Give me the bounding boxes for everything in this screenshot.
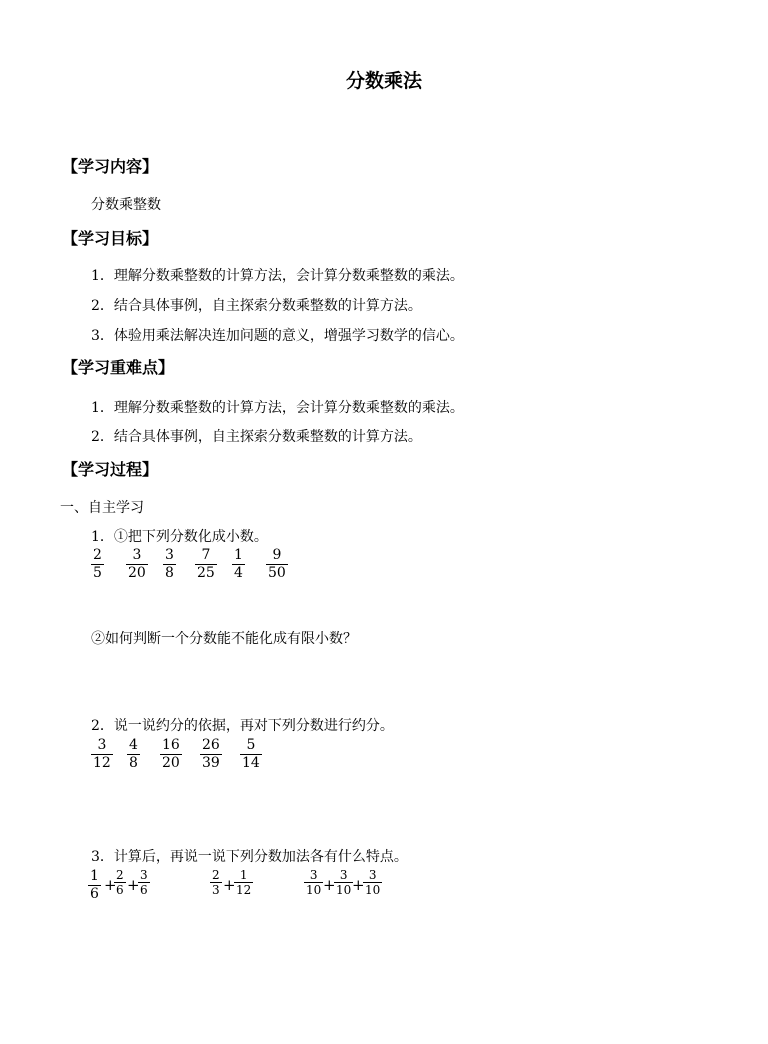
plus-sign: + xyxy=(223,876,236,894)
fraction: 7 25 xyxy=(197,547,215,581)
fraction: 3 20 xyxy=(128,547,146,581)
q2-label: 2．说一说约分的依据，再对下列分数进行约分。 xyxy=(91,718,394,734)
content-text: 分数乘整数 xyxy=(91,197,161,213)
fraction: 1 12 xyxy=(236,868,252,897)
process-subheading: 一、自主学习 xyxy=(60,500,144,516)
page-title: 分数乘法 xyxy=(345,70,422,92)
goal-item: 3．体验用乘法解决连加问题的意义，增强学习数学的信心。 xyxy=(91,328,464,344)
fraction: 2 6 xyxy=(116,868,124,897)
key-points-heading: 【学习重难点】 xyxy=(62,358,175,377)
fraction: 3 6 xyxy=(140,868,148,897)
plus-sign: + xyxy=(352,876,365,894)
fraction: 2 3 xyxy=(212,868,220,897)
plus-sign: + xyxy=(104,876,117,894)
fraction: 2 5 xyxy=(93,547,102,581)
fraction: 3 8 xyxy=(165,547,174,581)
process-heading: 【学习过程】 xyxy=(62,460,159,479)
goals-heading: 【学习目标】 xyxy=(62,229,159,248)
fraction: 26 39 xyxy=(202,737,220,771)
q3-label: 3．计算后，再说一说下列分数加法各有什么特点。 xyxy=(91,849,408,865)
fraction: 9 50 xyxy=(268,547,286,581)
fraction: 3 10 xyxy=(306,868,322,897)
key-point-item: 2．结合具体事例，自主探索分数乘整数的计算方法。 xyxy=(91,429,422,445)
fraction: 16 20 xyxy=(162,737,180,771)
content-heading: 【学习内容】 xyxy=(62,157,159,176)
fraction: 3 10 xyxy=(365,868,381,897)
key-point-item: 1．理解分数乘整数的计算方法，会计算分数乘整数的乘法。 xyxy=(91,400,464,416)
plus-sign: + xyxy=(323,876,336,894)
fraction: 5 14 xyxy=(242,737,260,771)
goal-item: 2．结合具体事例，自主探索分数乘整数的计算方法。 xyxy=(91,298,422,314)
q1-label: 1．①把下列分数化成小数。 xyxy=(91,529,268,545)
fraction: 3 12 xyxy=(93,737,111,771)
plus-sign: + xyxy=(127,876,140,894)
fraction: 4 8 xyxy=(129,737,138,771)
fraction: 1 6 xyxy=(90,868,99,902)
fraction: 3 10 xyxy=(336,868,352,897)
fraction: 1 4 xyxy=(234,547,243,581)
goal-item: 1．理解分数乘整数的计算方法，会计算分数乘整数的乘法。 xyxy=(91,268,464,284)
q1-sub-question: ②如何判断一个分数能不能化成有限小数？ xyxy=(91,631,357,647)
